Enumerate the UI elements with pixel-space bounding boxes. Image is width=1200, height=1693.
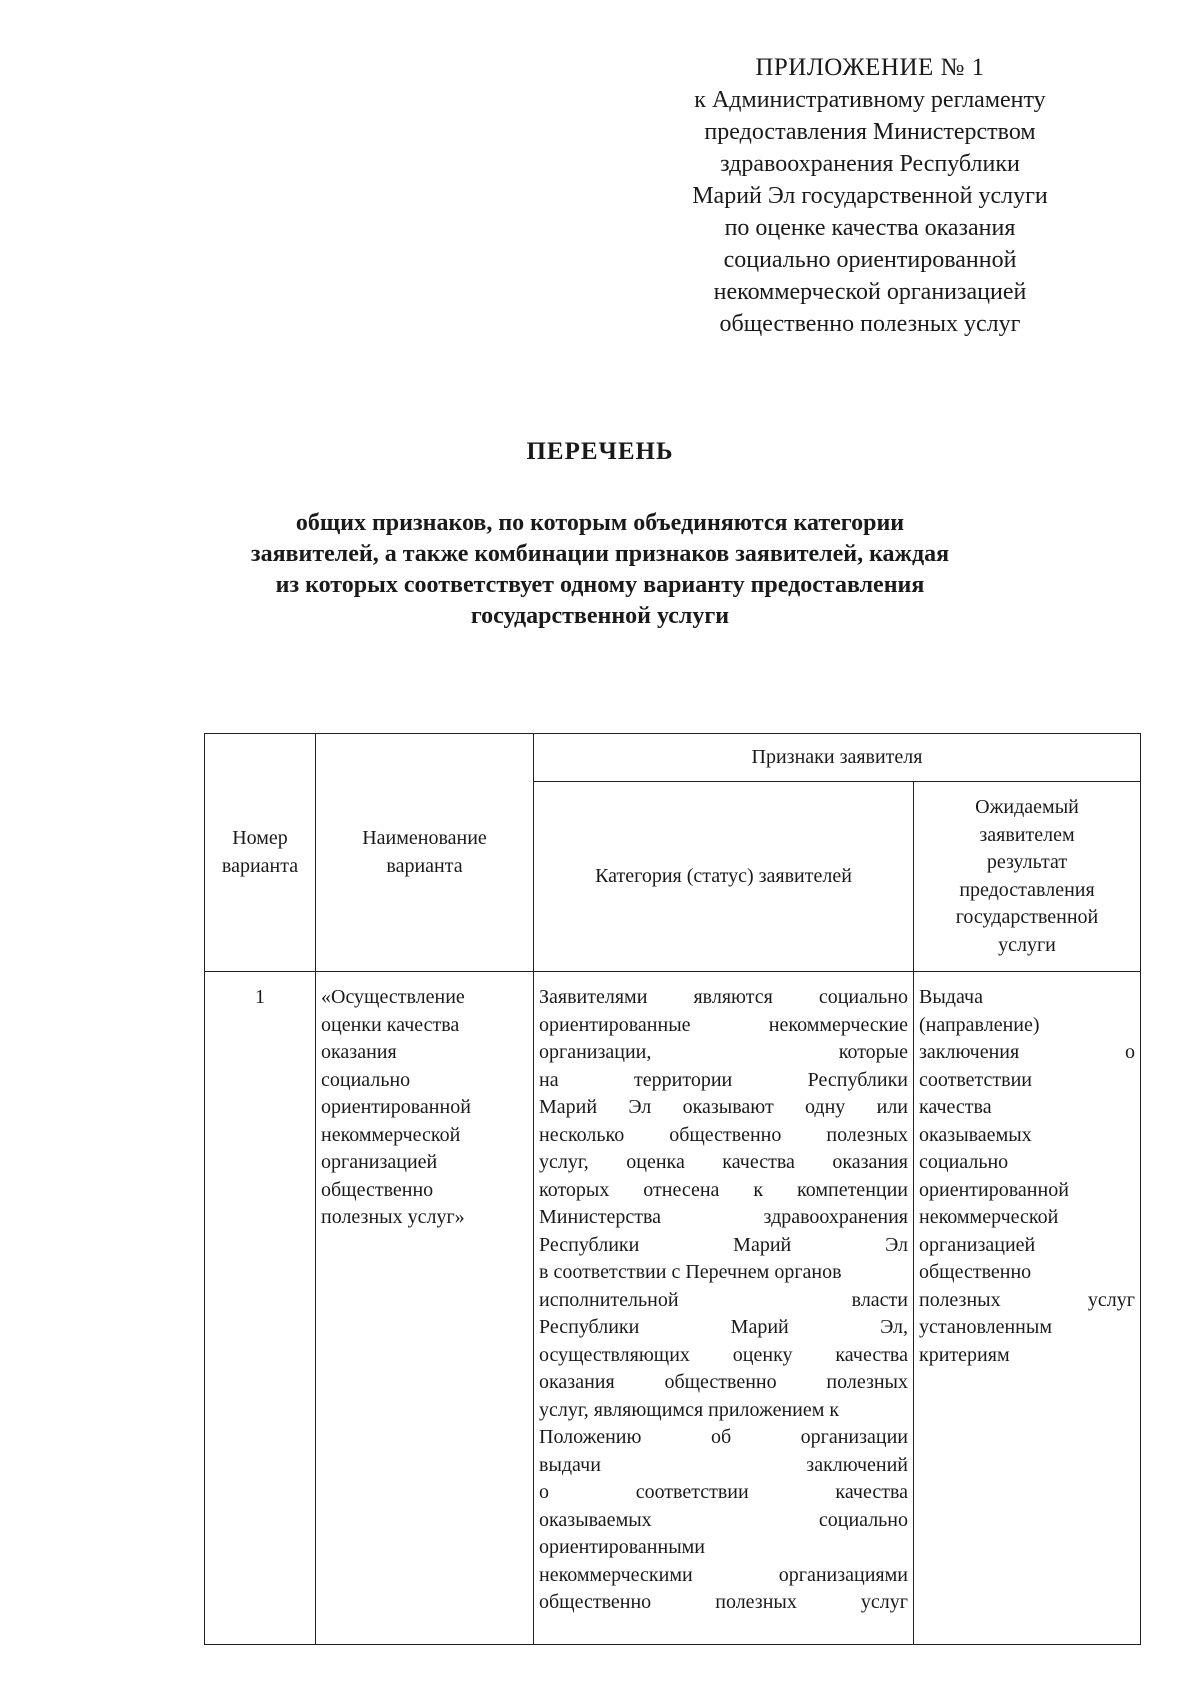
cell-line: Заявителями являются социально [539, 986, 908, 1008]
cell-line: установленным [919, 1316, 1052, 1338]
appendix-title: ПРИЛОЖЕНИЕ № 1 [755, 54, 985, 81]
header-text: Номер [232, 827, 288, 849]
appendix-line: социально ориентированной [723, 247, 1017, 273]
cell-line: (направление) [919, 1013, 1040, 1036]
header-text: заявителем [979, 823, 1075, 846]
cell-line: оценки качества [321, 1013, 460, 1036]
expected-result-cell [914, 972, 1141, 1645]
subtitle-line: заявителей, а также комбинации признаков заявителей, каждая [250, 541, 950, 567]
subtitle-line: общих признаков, по которым объединяются категории [295, 510, 905, 536]
cell-line: организации, которые [539, 1041, 908, 1063]
cell-line: общественно полезных услуг [539, 1591, 908, 1613]
cell-line: ориентированными [539, 1536, 705, 1558]
cell-line: в соответствии с Перечнем органов [539, 1261, 842, 1283]
header-applicant-features: Признаки заявителя [534, 734, 1141, 782]
cell-line: организацией [321, 1151, 438, 1173]
cell-line: ориентированные некоммерческие [539, 1013, 908, 1036]
variant-name-cell [316, 972, 534, 1645]
cell-line: осуществляющих оценку качества [539, 1343, 908, 1366]
appendix-line: некоммерческой организацией [713, 279, 1027, 305]
cell-line: общественно [919, 1261, 1032, 1283]
cell-line: Положению об организации [539, 1426, 908, 1448]
cell-line: некоммерческой [919, 1206, 1059, 1228]
cell-line: социально [321, 1068, 411, 1091]
appendix-line: по оценке качества оказания [724, 215, 1016, 241]
appendix-header [640, 52, 1100, 340]
cell-line: оказываемых социально [539, 1508, 908, 1531]
table-row [205, 972, 1141, 1645]
appendix-line: предоставления Министерством [704, 119, 1036, 145]
subtitle-line: из которых соответствует одному варианту предоставления [275, 572, 925, 598]
appendix-line: к Административному регламенту [694, 87, 1046, 113]
cell-line: Выдача [919, 986, 983, 1008]
cell-line: ориентированной [919, 1178, 1069, 1201]
cell-line: общественно [321, 1178, 434, 1201]
cell-line: некоммерческой [321, 1123, 461, 1146]
header-variant-number [205, 734, 316, 972]
cell-line: оказания [321, 1041, 397, 1063]
applicant-category-cell [534, 972, 914, 1645]
variant-number-cell: 1 [205, 972, 316, 1645]
cell-line: Республики Марий Эл, [539, 1316, 908, 1338]
cell-line: полезных услуг [919, 1288, 1135, 1311]
header-text: государственной [955, 906, 1099, 928]
cell-line: ориентированной [321, 1096, 471, 1118]
header-text: результат [986, 851, 1068, 873]
header-applicant-category: Категория (статус) заявителей [534, 782, 914, 972]
cell-line: о соответствии качества [539, 1481, 908, 1503]
header-text: Ожидаемый [975, 796, 1079, 818]
cell-line: которых отнесена к компетенции [539, 1178, 908, 1201]
cell-line: исполнительной власти [539, 1288, 908, 1311]
cell-line: услуг, являющимся приложением к [539, 1398, 840, 1421]
cell-line: оказания общественно полезных [539, 1371, 908, 1393]
cell-line: качества [919, 1096, 992, 1118]
cell-line: выдачи заключений [539, 1453, 908, 1476]
header-variant-name [316, 734, 534, 972]
cell-line: некоммерческими организациями [539, 1563, 908, 1586]
cell-line: на территории Республики [539, 1068, 908, 1091]
appendix-line: здравоохранения Республики [720, 151, 1020, 177]
cell-line: полезных услуг» [321, 1206, 465, 1228]
appendix-line: общественно полезных услуг [719, 311, 1021, 337]
header-text: услуги [998, 933, 1056, 956]
variants-table [204, 733, 1141, 1645]
cell-line: заключения о [919, 1041, 1135, 1063]
cell-line: услуг, оценка качества оказания [539, 1151, 908, 1173]
cell-line: критериям [919, 1343, 1010, 1366]
cell-line: оказываемых [919, 1123, 1032, 1146]
cell-line: «Осуществление [321, 986, 465, 1008]
cell-line: Министерства здравоохранения [539, 1206, 908, 1228]
document-subtitle [180, 508, 1020, 632]
header-text: Наименование [362, 827, 487, 849]
header-text: варианта [386, 854, 463, 877]
subtitle-line: государственной услуги [470, 603, 730, 629]
header-text: варианта [221, 854, 299, 877]
appendix-line: Марий Эл государственной услуги [692, 183, 1048, 209]
cell-line: Марий Эл оказывают одну или [539, 1096, 908, 1118]
cell-line: соответствии [919, 1068, 1033, 1091]
header-text: предоставления [959, 878, 1095, 901]
document-title: ПЕРЕЧЕНЬ [526, 438, 674, 465]
cell-line: организацией [919, 1233, 1036, 1256]
cell-line: Республики Марий Эл [539, 1233, 908, 1256]
cell-line: несколько общественно полезных [539, 1123, 908, 1146]
cell-line: социально [919, 1151, 1009, 1173]
header-expected-result [914, 782, 1141, 972]
